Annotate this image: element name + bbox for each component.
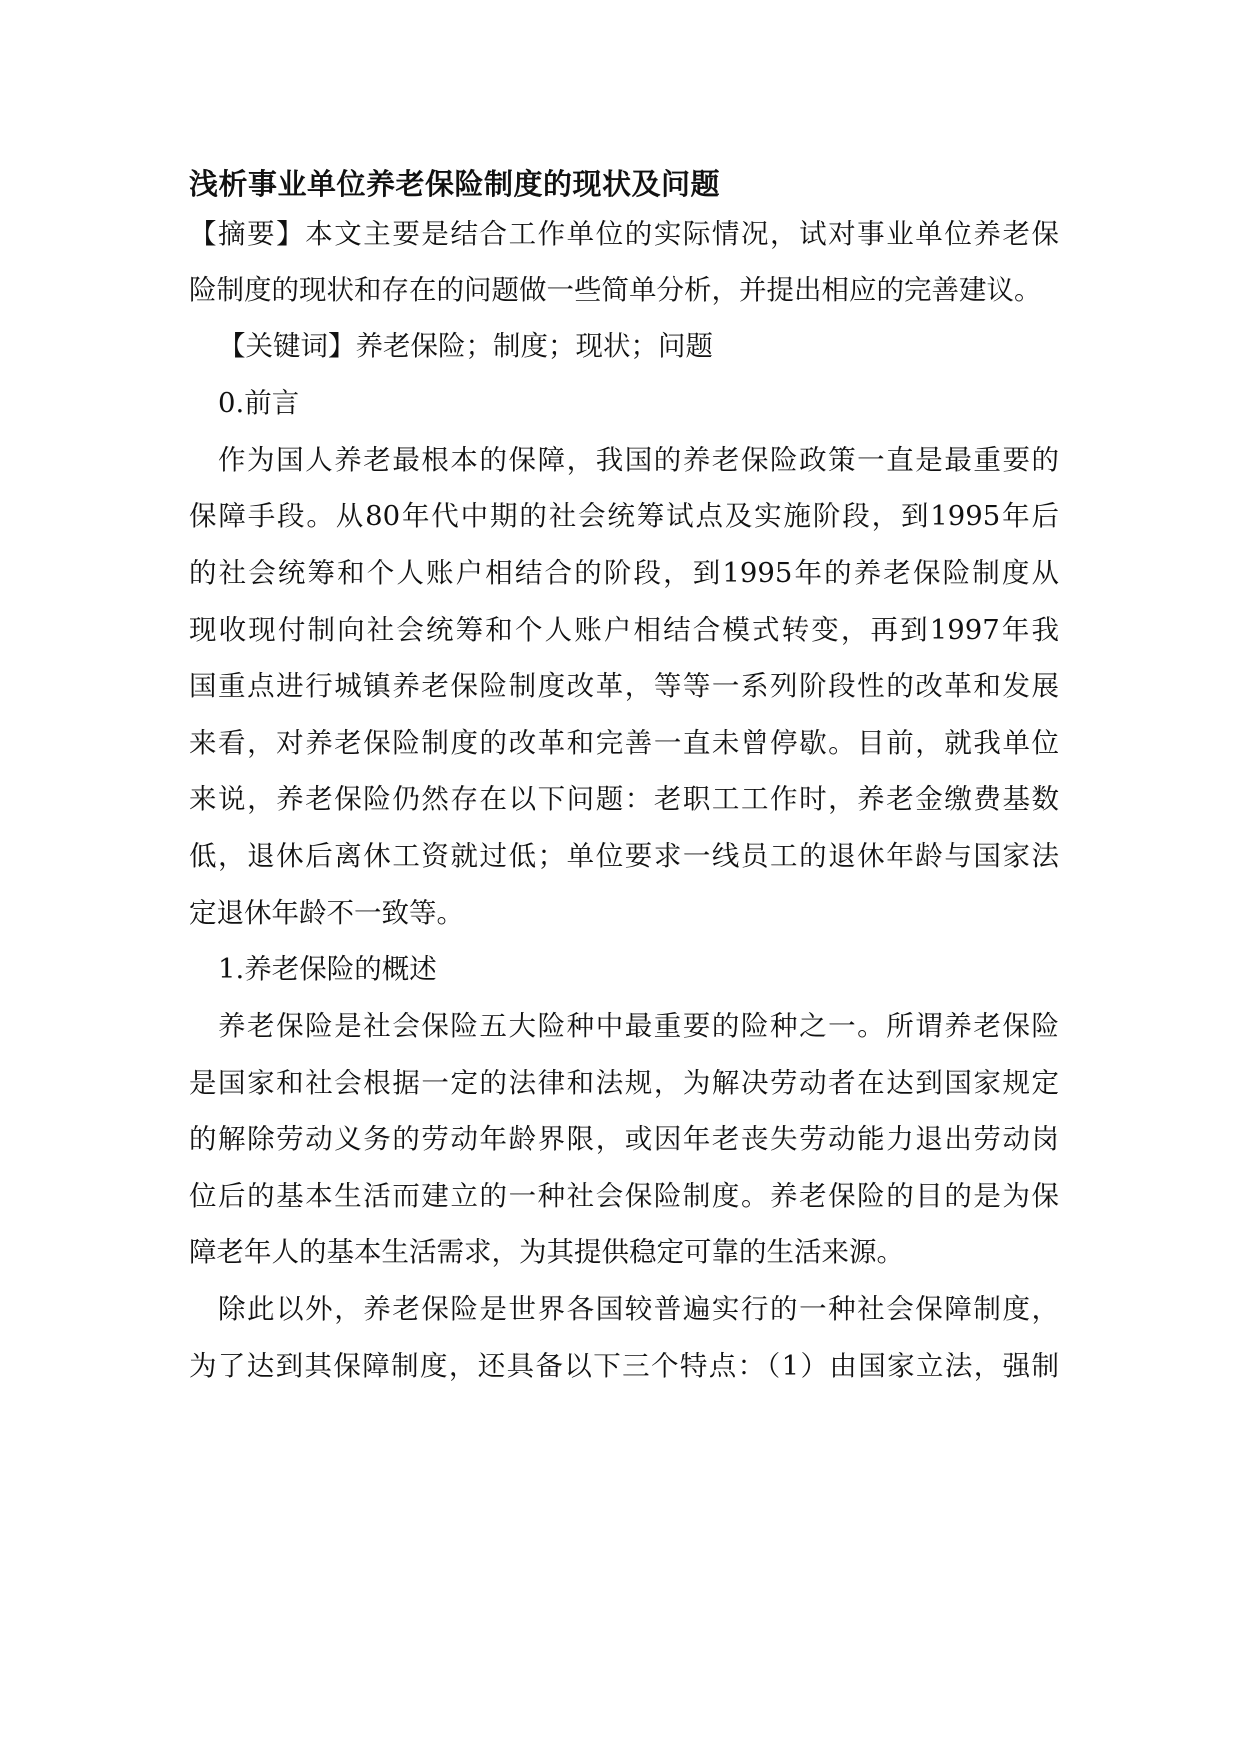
abstract-line-1: 【摘要】本文主要是结合工作单位的实际情况，试对事业单位养老保 <box>189 218 1059 250</box>
paragraph-line: 养老保险是社会保险五大险种中最重要的险种之一。所谓养老保险 <box>218 1010 1059 1042</box>
paragraph-line: 的解除劳动义务的劳动年龄界限，或因年老丧失劳动能力退出劳动岗 <box>189 1123 1059 1155</box>
keywords-line: 【关键词】养老保险；制度；现状；问题 <box>218 330 713 362</box>
document-title: 浅析事业单位养老保险制度的现状及问题 <box>189 167 721 201</box>
paragraph-line: 现收现付制向社会统筹和个人账户相结合模式转变，再到1997年我 <box>189 614 1059 646</box>
paragraph-line: 低，退休后离休工资就过低；单位要求一线员工的退休年龄与国家法 <box>189 840 1059 872</box>
paragraph-line: 障老年人的基本生活需求，为其提供稳定可靠的生活来源。 <box>189 1236 904 1268</box>
paragraph-line: 的社会统筹和个人账户相结合的阶段，到1995年的养老保险制度从 <box>189 557 1059 589</box>
paragraph-line: 定退休年龄不一致等。 <box>189 897 464 929</box>
paragraph-line: 来说，养老保险仍然存在以下问题：老职工工作时，养老金缴费基数 <box>189 783 1059 815</box>
paragraph-line: 位后的基本生活而建立的一种社会保险制度。养老保险的目的是为保 <box>189 1180 1059 1212</box>
paragraph-line: 来看，对养老保险制度的改革和完善一直未曾停歇。目前，就我单位 <box>189 727 1059 759</box>
paragraph-line: 作为国人养老最根本的保障，我国的养老保险政策一直是最重要的 <box>218 444 1059 476</box>
paragraph-line: 国重点进行城镇养老保险制度改革，等等一系列阶段性的改革和发展 <box>189 670 1059 702</box>
paragraph-line: 是国家和社会根据一定的法律和法规，为解决劳动者在达到国家规定 <box>189 1067 1059 1099</box>
abstract-line-2: 险制度的现状和存在的问题做一些简单分析，并提出相应的完善建议。 <box>189 274 1042 306</box>
paragraph-line: 除此以外，养老保险是世界各国较普遍实行的一种社会保障制度， <box>218 1293 1059 1325</box>
paragraph-line: 为了达到其保障制度，还具备以下三个特点：（1）由国家立法，强制 <box>189 1350 1059 1382</box>
section-heading-preface: 0.前言 <box>218 387 300 419</box>
paragraph-line: 保障手段。从80年代中期的社会统筹试点及实施阶段，到1995年后 <box>189 500 1059 532</box>
section-heading-overview: 1.养老保险的概述 <box>218 953 437 985</box>
